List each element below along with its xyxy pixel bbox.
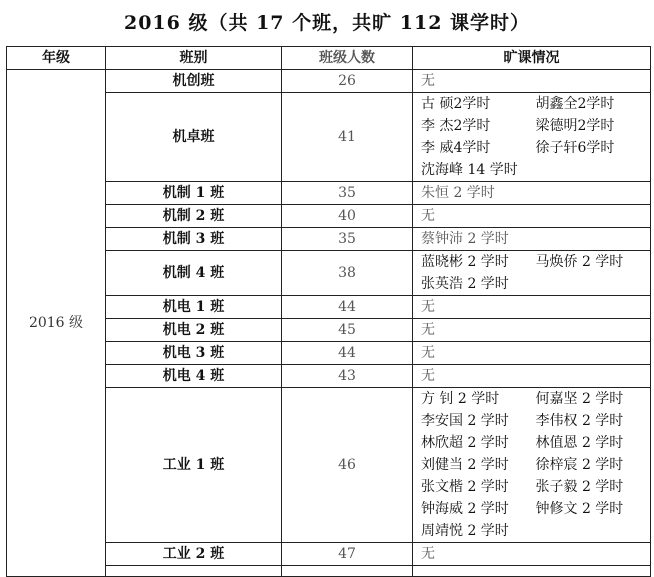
class-size-cell: 44	[282, 296, 413, 319]
class-name-cell: 机卓班	[106, 93, 282, 182]
class-size-cell: 41	[282, 93, 413, 182]
absence-entry: 张文楷 2 学时	[421, 479, 509, 495]
table-body	[7, 70, 651, 577]
absence-entry: 李安国 2 学时	[421, 413, 509, 429]
absence-line	[421, 251, 650, 273]
absence-entry: 何嘉坚 2 学时	[535, 391, 624, 407]
class-name-cell: 机制 2 班	[106, 205, 282, 228]
class-name-cell: 工业 2 班	[106, 543, 282, 566]
class-name-cell: 机电 1 班	[106, 296, 282, 319]
absence-entry: 李 杰2学时	[421, 118, 491, 134]
absence-entry: 无	[421, 546, 435, 562]
absence-cell	[413, 342, 651, 365]
absence-entry: 梁德明2学时	[535, 118, 615, 134]
header-class: 班别	[106, 47, 282, 70]
absence-cell	[413, 365, 651, 388]
absence-entry: 蓝晓彬 2 学时	[421, 254, 509, 270]
class-size-cell: 38	[282, 251, 413, 296]
absence-line	[421, 273, 650, 295]
absence-entry: 马焕侨 2 学时	[535, 254, 624, 270]
absence-line	[421, 342, 650, 364]
absence-line	[421, 410, 650, 432]
class-size-cell: 43	[282, 365, 413, 388]
absence-line	[421, 115, 650, 137]
absence-cell	[413, 93, 651, 182]
absence-entry: 徐梓宸 2 学时	[535, 457, 624, 473]
class-size-cell: 46	[282, 388, 413, 543]
absence-line	[421, 93, 650, 115]
table-row	[7, 70, 651, 93]
class-size-cell: 35	[282, 182, 413, 205]
absence-line	[421, 182, 650, 204]
absence-line	[421, 205, 650, 227]
absence-entry: 林值恩 2 学时	[535, 435, 624, 451]
absence-line	[421, 476, 650, 498]
absence-line	[421, 228, 650, 250]
absence-entry: 沈海峰 14 学时	[421, 162, 518, 178]
absence-entry: 林欣超 2 学时	[421, 435, 509, 451]
absence-line	[421, 70, 650, 92]
header-count: 班级人数	[282, 47, 413, 70]
class-size-cell: 35	[282, 228, 413, 251]
absence-entry: 无	[421, 73, 435, 89]
absence-entry: 胡鑫全2学时	[535, 96, 615, 112]
absence-entry: 徐子轩6学时	[535, 140, 615, 156]
empty-cell	[106, 566, 282, 577]
class-name-cell: 机电 2 班	[106, 319, 282, 342]
absence-cell	[413, 296, 651, 319]
absence-line	[421, 432, 650, 454]
absence-entry: 李伟权 2 学时	[535, 413, 624, 429]
empty-cell	[282, 566, 413, 577]
class-name-cell: 机创班	[106, 70, 282, 93]
class-name-cell: 机电 4 班	[106, 365, 282, 388]
absence-entry: 张子毅 2 学时	[535, 479, 624, 495]
class-name-cell: 机制 1 班	[106, 182, 282, 205]
class-size-cell: 47	[282, 543, 413, 566]
absence-line	[421, 498, 650, 520]
absence-cell	[413, 182, 651, 205]
absence-entry: 周靖悦 2 学时	[421, 523, 509, 539]
absence-line	[421, 159, 650, 181]
attendance-table	[6, 46, 651, 577]
class-name-cell: 机制 3 班	[106, 228, 282, 251]
class-name-cell: 机电 3 班	[106, 342, 282, 365]
absence-line	[421, 319, 650, 341]
empty-cell	[413, 566, 651, 577]
class-name-cell: 工业 1 班	[106, 388, 282, 543]
absence-entry: 方 钊 2 学时	[421, 391, 500, 407]
page-title: 2016 级（共 17 个班，共旷 112 课学时）	[123, 12, 531, 34]
absence-entry: 无	[421, 208, 435, 224]
absence-cell	[413, 205, 651, 228]
absence-entry: 无	[421, 368, 435, 384]
absence-cell	[413, 388, 651, 543]
absence-line	[421, 520, 650, 542]
absence-entry: 无	[421, 322, 435, 338]
absence-line	[421, 388, 650, 410]
absence-line	[421, 296, 650, 318]
absence-entry: 古 硕2学时	[421, 96, 491, 112]
grade-label: 2016 级	[28, 315, 84, 331]
absence-line	[421, 137, 650, 159]
absence-cell	[413, 319, 651, 342]
absence-cell	[413, 251, 651, 296]
class-size-cell: 26	[282, 70, 413, 93]
absence-cell	[413, 228, 651, 251]
header-grade: 年级	[7, 47, 106, 70]
absence-entry: 朱恒 2 学时	[421, 185, 495, 201]
absence-cell	[413, 70, 651, 93]
absence-line	[421, 543, 650, 565]
absence-entry: 无	[421, 299, 435, 315]
absence-line	[421, 454, 650, 476]
class-size-cell: 40	[282, 205, 413, 228]
header-absence: 旷课情况	[413, 47, 651, 70]
absence-cell	[413, 543, 651, 566]
table-header-row	[7, 47, 651, 70]
absence-entry: 钟修文 2 学时	[535, 501, 624, 517]
grade-cell	[7, 70, 106, 577]
class-size-cell: 44	[282, 342, 413, 365]
absence-line	[421, 365, 650, 387]
absence-entry: 无	[421, 345, 435, 361]
class-size-cell: 45	[282, 319, 413, 342]
absence-entry: 蔡钟沛 2 学时	[421, 231, 509, 247]
absence-entry: 李 威4学时	[421, 140, 491, 156]
absence-entry: 张英浩 2 学时	[421, 276, 509, 292]
absence-entry: 刘健当 2 学时	[421, 457, 509, 473]
absence-entry: 钟海威 2 学时	[421, 501, 509, 517]
class-name-cell: 机制 4 班	[106, 251, 282, 296]
